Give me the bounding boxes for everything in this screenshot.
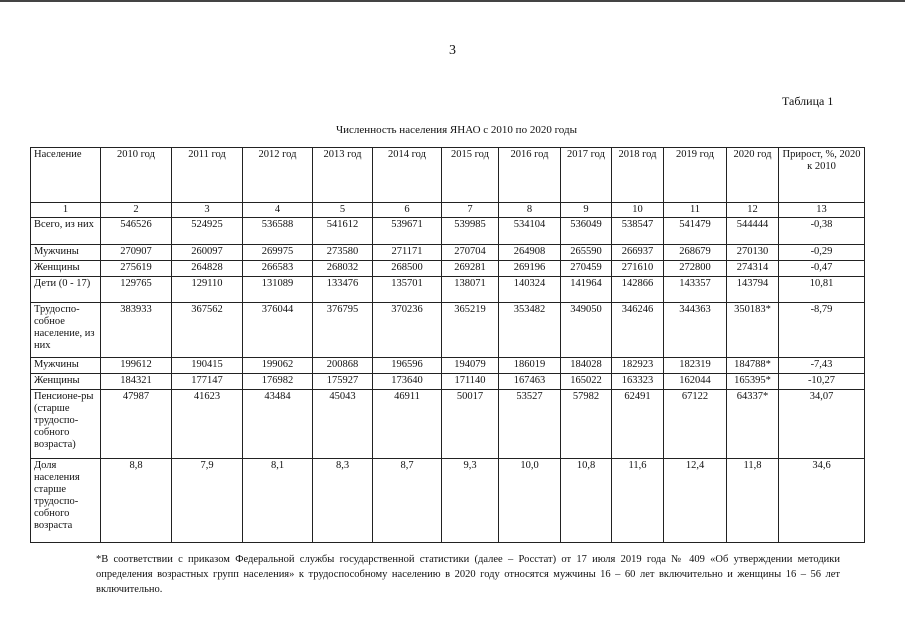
table-cell: 344363 [664,303,727,358]
table-cell: 196596 [373,358,442,374]
header-cell: 2018 год [612,148,664,203]
table-cell: 346246 [612,303,664,358]
table-cell: 199612 [101,358,172,374]
table-row [31,218,865,245]
footnote-text: *В соответствии с приказом Федеральной службы государственной статистики (далее – Росстат) от 17 июля 2019 года № 409 «Об утверждении методики определения возрастных групп населения» к трудоспособному населению в 2020 году относятся мужчины 16 – 60 лет включительно и женщины 16 – 56 лет включительно. [96,554,840,595]
table-cell: 7,9 [172,459,243,543]
table-cell: 34,07 [779,390,865,459]
table-cell: 173640 [373,374,442,390]
table-cell: 47987 [101,390,172,459]
table-cell: 270704 [442,245,499,261]
table-cell: 538547 [612,218,664,245]
table-header-row [31,148,865,203]
table-cell: 376795 [313,303,373,358]
table-cell: 143357 [664,277,727,303]
table-cell: 269196 [499,261,561,277]
table-cell: 8,1 [243,459,313,543]
row-label: Доля населения старше трудоспо-собного возраста [31,459,101,543]
row-label: Мужчины [31,245,101,261]
table-cell: 171140 [442,374,499,390]
header-cell: Прирост, %, 2020 к 2010 [779,148,865,203]
table-cell: 186019 [499,358,561,374]
table-cell: 177147 [172,374,243,390]
column-index-row [31,203,865,218]
table-cell: 536588 [243,218,313,245]
table-cell: 141964 [561,277,612,303]
table-cell: 41623 [172,390,243,459]
table-cell: 353482 [499,303,561,358]
table-row [31,277,865,303]
table-cell: 268500 [373,261,442,277]
table-cell: 62491 [612,390,664,459]
table-cell: 135701 [373,277,442,303]
table-cell: 272800 [664,261,727,277]
footnote [50,552,840,597]
table-row [31,261,865,277]
index-cell: 6 [373,203,442,218]
table-cell: 129110 [172,277,243,303]
header-cell: 2014 год [373,148,442,203]
row-label: Всего, из них [31,218,101,245]
table-cell: 539985 [442,218,499,245]
table-cell: 270130 [727,245,779,261]
table-cell: 165395* [727,374,779,390]
table-cell: 544444 [727,218,779,245]
table-cell: 184321 [101,374,172,390]
table-cell: 8,7 [373,459,442,543]
population-table [30,147,865,543]
table-cell: 269281 [442,261,499,277]
table-cell: 182923 [612,358,664,374]
table-cell: 162044 [664,374,727,390]
table-row [31,358,865,374]
table-row [31,459,865,543]
table-cell: 45043 [313,390,373,459]
table-cell: 64337* [727,390,779,459]
table-cell: 270907 [101,245,172,261]
table-cell: 268032 [313,261,373,277]
table-cell: 541479 [664,218,727,245]
table-cell: 182319 [664,358,727,374]
table-cell: 541612 [313,218,373,245]
scan-edge-line [0,0,905,2]
table-cell: -0,38 [779,218,865,245]
header-cell: 2015 год [442,148,499,203]
table-cell: 376044 [243,303,313,358]
table-cell: 270459 [561,261,612,277]
table-cell: 190415 [172,358,243,374]
table-cell: 43484 [243,390,313,459]
index-cell: 4 [243,203,313,218]
table-cell: 271610 [612,261,664,277]
table-cell: 265590 [561,245,612,261]
table-cell: 133476 [313,277,373,303]
row-label: Пенсионе-ры (старше трудоспо-собного возраста) [31,390,101,459]
table-cell: -0,29 [779,245,865,261]
table-cell: 11,8 [727,459,779,543]
table-row [31,390,865,459]
row-label: Трудоспо-собное население, из них [31,303,101,358]
table-cell: 266583 [243,261,313,277]
table-cell: -7,43 [779,358,865,374]
table-cell: 184788* [727,358,779,374]
header-cell: 2011 год [172,148,243,203]
table-cell: -8,79 [779,303,865,358]
table-cell: 46911 [373,390,442,459]
index-cell: 7 [442,203,499,218]
table-cell: 546526 [101,218,172,245]
header-cell: 2020 год [727,148,779,203]
row-label: Женщины [31,261,101,277]
table-cell: 539671 [373,218,442,245]
table-cell: 194079 [442,358,499,374]
table-row [31,245,865,261]
table-cell: 350183* [727,303,779,358]
table-cell: 268679 [664,245,727,261]
table-cell: 274314 [727,261,779,277]
table-cell: 367562 [172,303,243,358]
table-cell: 131089 [243,277,313,303]
table-cell: 10,81 [779,277,865,303]
header-cell: 2012 год [243,148,313,203]
header-cell: 2016 год [499,148,561,203]
table-cell: 200868 [313,358,373,374]
index-cell: 11 [664,203,727,218]
index-cell: 9 [561,203,612,218]
row-label: Женщины [31,374,101,390]
table-label: Таблица 1 [782,94,834,108]
table-cell: 50017 [442,390,499,459]
table-cell: 199062 [243,358,313,374]
index-cell: 5 [313,203,373,218]
table-cell: 8,8 [101,459,172,543]
table-cell: 8,3 [313,459,373,543]
header-cell: 2017 год [561,148,612,203]
table-cell: 143794 [727,277,779,303]
table-cell: 370236 [373,303,442,358]
table-cell: 365219 [442,303,499,358]
table-title: Численность населения ЯНАО с 2010 по 2020 годы [336,124,577,136]
table-cell: 536049 [561,218,612,245]
table-cell: 175927 [313,374,373,390]
table-cell: 12,4 [664,459,727,543]
table-cell: 167463 [499,374,561,390]
index-cell: 2 [101,203,172,218]
table-cell: -10,27 [779,374,865,390]
table-cell: 140324 [499,277,561,303]
row-label: Дети (0 - 17) [31,277,101,303]
table-cell: 53527 [499,390,561,459]
header-cell: Население [31,148,101,203]
table-cell: 264828 [172,261,243,277]
table-cell: 534104 [499,218,561,245]
table-cell: 260097 [172,245,243,261]
table-row [31,303,865,358]
index-cell: 8 [499,203,561,218]
table-cell: 273580 [313,245,373,261]
table-cell: 129765 [101,277,172,303]
header-cell: 2019 год [664,148,727,203]
table-cell: 349050 [561,303,612,358]
index-cell: 13 [779,203,865,218]
index-cell: 3 [172,203,243,218]
index-cell: 1 [31,203,101,218]
table-cell: 184028 [561,358,612,374]
table-cell: 9,3 [442,459,499,543]
page-number: 3 [449,43,456,58]
row-label: Мужчины [31,358,101,374]
table-cell: 266937 [612,245,664,261]
index-cell: 10 [612,203,664,218]
table-cell: 10,0 [499,459,561,543]
table-cell: 269975 [243,245,313,261]
table-cell: 57982 [561,390,612,459]
table-cell: 142866 [612,277,664,303]
table-cell: 138071 [442,277,499,303]
table-cell: 67122 [664,390,727,459]
header-cell: 2013 год [313,148,373,203]
index-cell: 12 [727,203,779,218]
table-cell: 165022 [561,374,612,390]
table-cell: 11,6 [612,459,664,543]
table-cell: 10,8 [561,459,612,543]
table-cell: 176982 [243,374,313,390]
table-cell: 271171 [373,245,442,261]
table-row [31,374,865,390]
table-cell: 275619 [101,261,172,277]
table-cell: -0,47 [779,261,865,277]
table-cell: 163323 [612,374,664,390]
table-cell: 524925 [172,218,243,245]
table-cell: 264908 [499,245,561,261]
table-cell: 34,6 [779,459,865,543]
table-cell: 383933 [101,303,172,358]
header-cell: 2010 год [101,148,172,203]
